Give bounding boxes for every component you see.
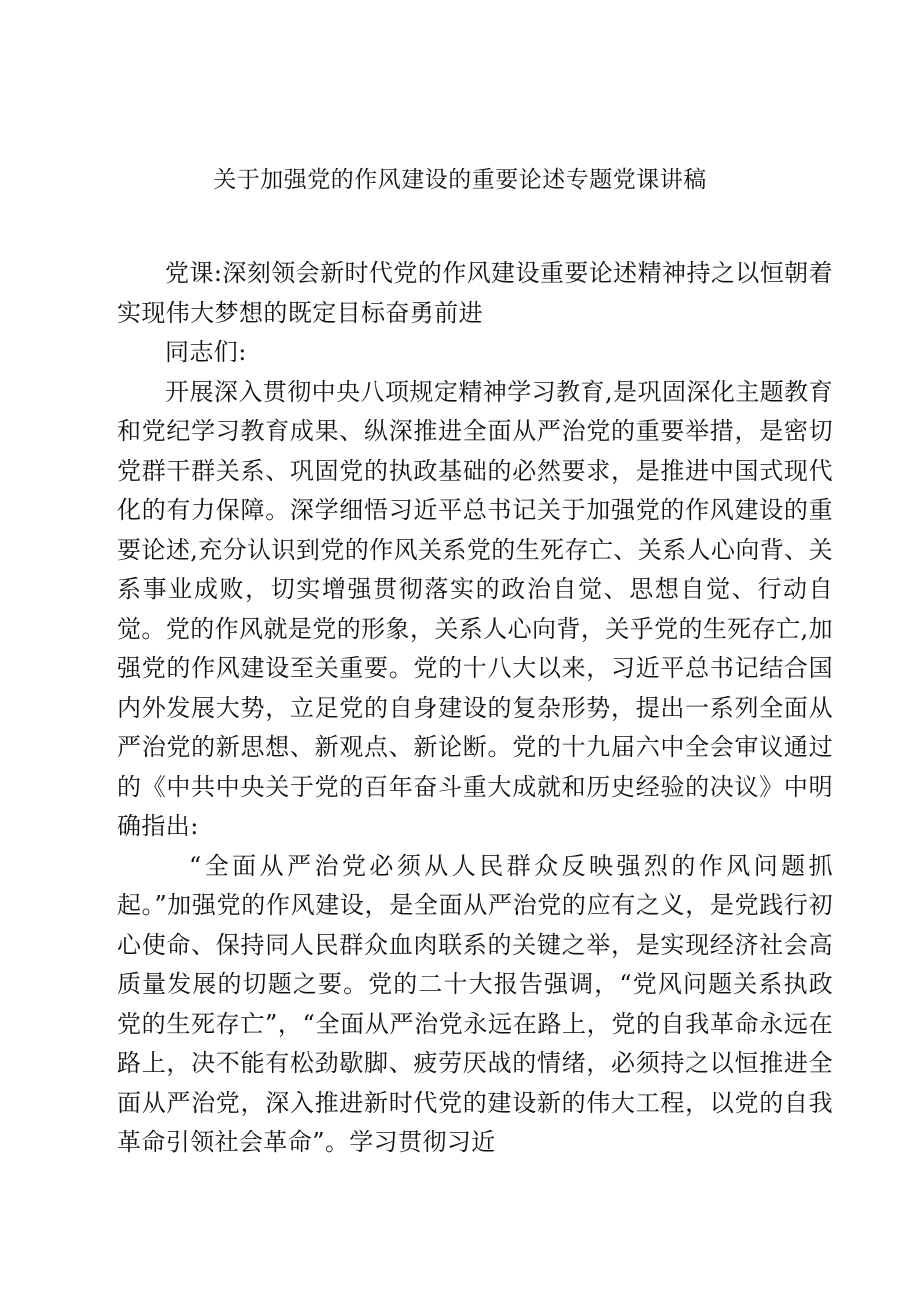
document-body xyxy=(117,254,833,1163)
lecture-subtitle: 党课:深刻领会新时代党的作风建设重要论述精神持之以恒朝着实现伟大梦想的既定目标奋勇前进 xyxy=(117,259,833,327)
document-title: 关于加强党的作风建设的重要论述专题党课讲稿 xyxy=(213,167,707,193)
salutation: 同志们: xyxy=(165,338,247,366)
paragraph-2: “全面从严治党必须从人民群众反映强烈的作风问题抓起。”加强党的作风建设，是全面从严治党的应有之义，是党践行初心使命、保持同人民群众血肉联系的关键之举，是实现经济社会高质量发展的切题之要。党的二十大报告强调，“党风问题关系执政党的生死存亡”，“全面从严治党永远在路上，党的自我革命永远在路上，决不能有松劲歇脚、疲劳厌战的情绪，必须持之以恒推进全面从严治党，深入推进新时代党的建设新的伟大工程，以党的自我革命引领社会革命”。学习贯彻习近 xyxy=(117,851,833,1156)
paragraph-1: 开展深入贯彻中央八项规定精神学习教育,是巩固深化主题教育和党纪学习教育成果、纵深推进全面从严治党的重要举措，是密切党群干群关系、巩固党的执政基础的必然要求，是推进中国式现代化的有力保障。深学细悟习近平总书记关于加强党的作风建设的重要论述,充分认识到党的作风关系党的生死存亡、关系人心向背、关系事业成败，切实增强贯彻落实的政治自觉、思想自觉、行动自觉。党的作风就是党的形象，关系人心向背，关乎党的生死存亡,加强党的作风建设至关重要。党的十八大以来，习近平总书记结合国内外发展大势，立足党的自身建设的复杂形势，提出一系列全面从严治党的新思想、新观点、新论断。党的十九届六中全会审议通过的《中共中央关于党的百年奋斗重大成就和历史经验的决议》中明确指出: xyxy=(117,377,833,840)
